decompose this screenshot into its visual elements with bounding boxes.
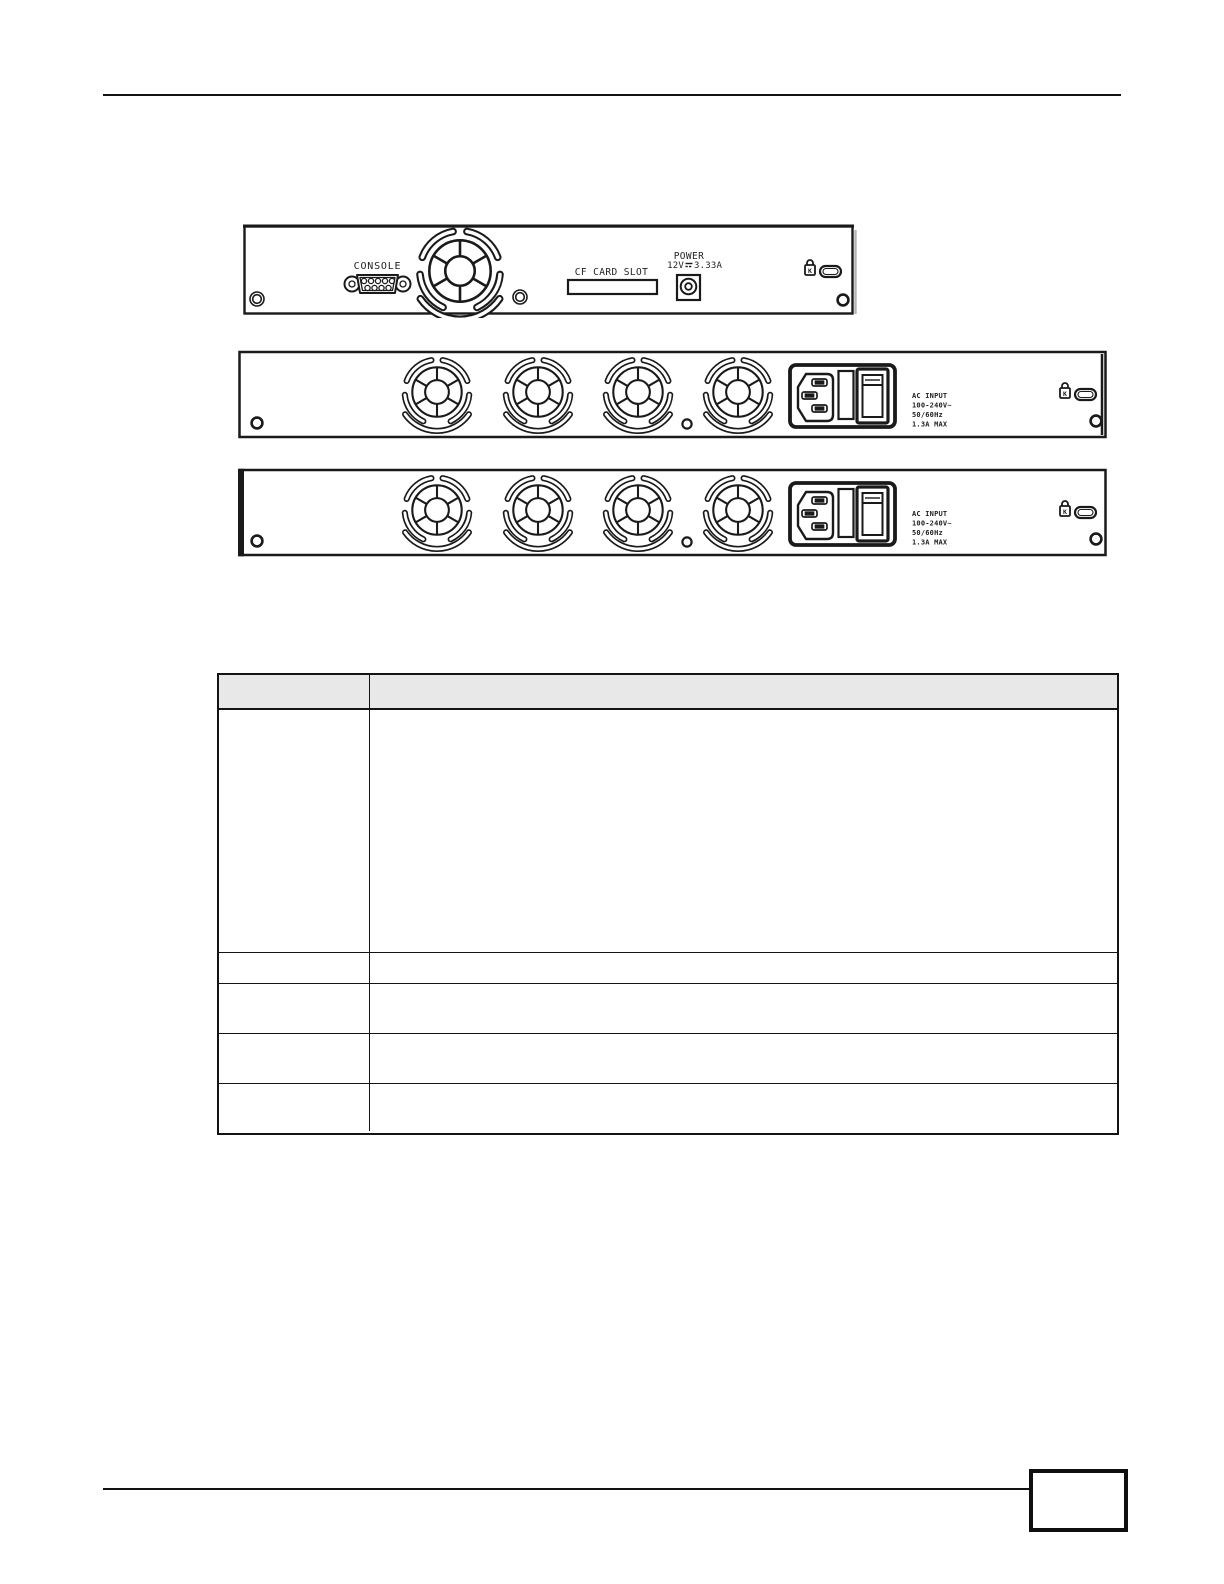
table-row	[219, 1034, 1117, 1084]
table-cell	[219, 953, 370, 983]
screw-hole	[682, 537, 691, 546]
screw-hole	[250, 292, 264, 306]
screw-hole	[838, 295, 849, 306]
lock-letter: K	[1063, 390, 1067, 399]
rear-panel-diagram-3	[238, 466, 1110, 560]
cf-card-slot-label: CF CARD SLOT	[574, 267, 649, 278]
table-cell	[370, 984, 1117, 1033]
table-cell	[370, 1034, 1117, 1083]
ac-input-line: 1.3A MAX	[912, 538, 948, 547]
ac-input-line: 50/60Hz	[912, 529, 943, 537]
lock-letter: K	[808, 267, 812, 276]
ac-input-line: 50/60Hz	[912, 411, 943, 419]
lock-letter: K	[1063, 508, 1067, 517]
panel-left-edge	[238, 469, 244, 557]
screw-hole	[1091, 534, 1102, 545]
power-rating-voltage: 12V	[667, 261, 684, 271]
page-number-box	[1029, 1469, 1128, 1532]
power-rating-current: 3.33A	[694, 261, 723, 271]
ac-input-line: AC INPUT	[912, 392, 948, 400]
table-cell	[370, 710, 1117, 952]
cf-card-slot	[568, 267, 657, 294]
ac-inlet	[790, 483, 895, 545]
ac-inlet	[790, 365, 895, 427]
table-cell	[219, 710, 370, 952]
db9-connector	[345, 275, 411, 293]
rear-panel-diagram-2	[238, 348, 1110, 442]
panel-description-table	[217, 673, 1119, 1135]
ac-inlet-module	[790, 483, 895, 545]
table-header-cell	[219, 675, 370, 708]
table-cell	[219, 1034, 370, 1083]
ac-input-line: 100-240V~	[912, 401, 952, 410]
power-label: POWER	[673, 251, 705, 262]
rear-panel-diagram-1	[243, 222, 859, 318]
table-cell	[219, 984, 370, 1033]
ac-input-line: 100-240V~	[912, 519, 952, 528]
table-row	[219, 1084, 1117, 1131]
ac-inlet-module	[790, 365, 895, 427]
table-header-row	[219, 675, 1117, 710]
table-cell	[370, 953, 1117, 983]
footer-rule	[103, 1488, 1029, 1490]
screw-hole	[1091, 416, 1102, 427]
console-label: CONSOLE	[353, 261, 402, 272]
header-rule	[103, 94, 1121, 96]
table-cell	[370, 1084, 1117, 1131]
screw-hole	[252, 418, 263, 429]
console-port	[345, 261, 411, 293]
ac-input-line: 1.3A MAX	[912, 420, 948, 429]
table-cell	[219, 1084, 370, 1131]
panel-outline	[245, 227, 853, 314]
screw-hole	[513, 290, 527, 304]
screw-hole	[682, 419, 691, 428]
table-row	[219, 984, 1117, 1034]
table-row	[219, 710, 1117, 953]
table-header-cell	[370, 675, 1117, 708]
ac-input-line: AC INPUT	[912, 510, 948, 518]
table-row	[219, 953, 1117, 984]
screw-hole	[252, 536, 263, 547]
